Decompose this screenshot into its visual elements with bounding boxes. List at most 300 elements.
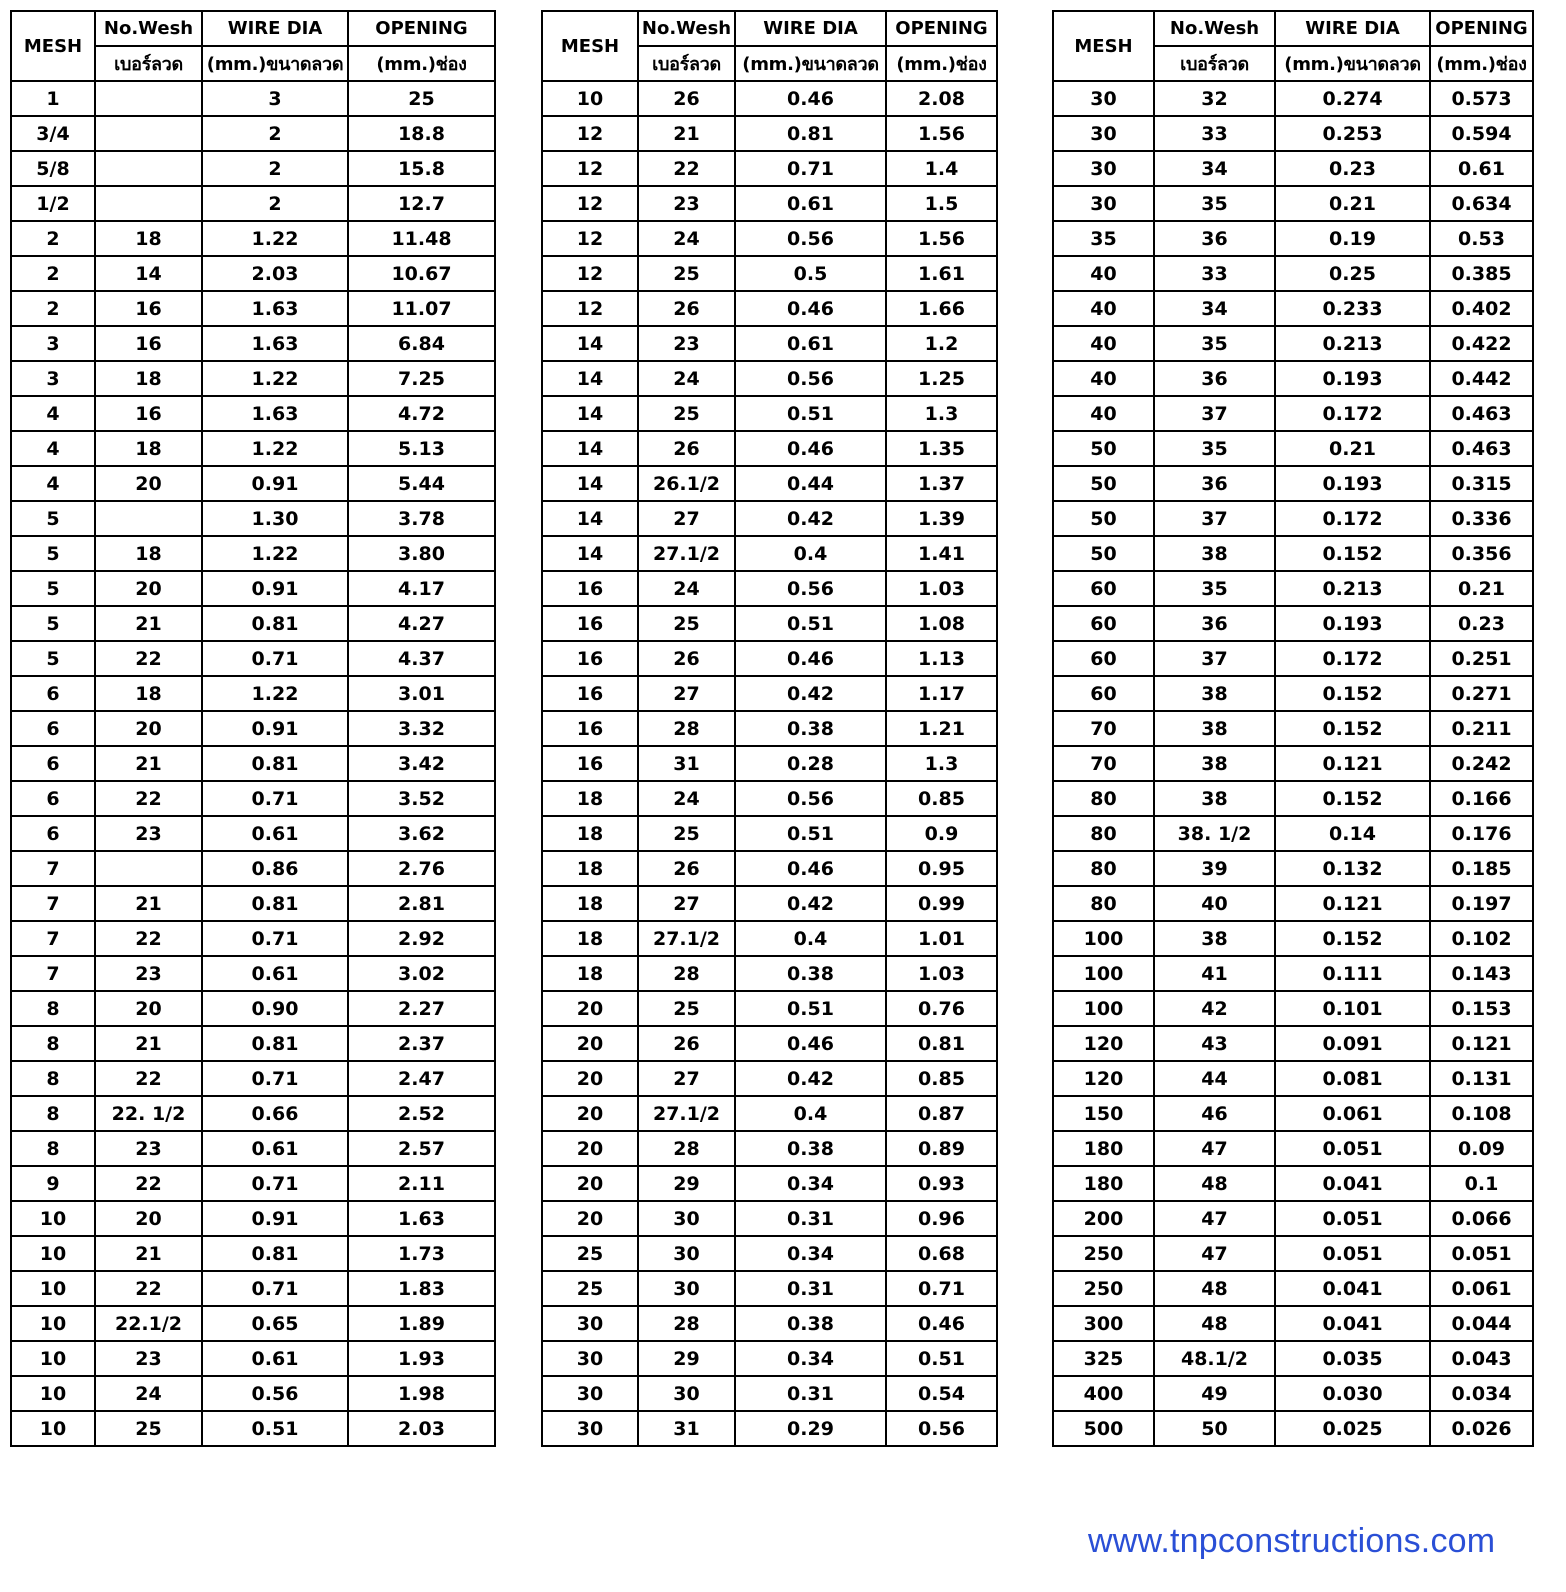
- mesh-cell: 8: [11, 1026, 95, 1061]
- no-wesh-cell: 33: [1154, 256, 1275, 291]
- wire-dia-cell: 0.172: [1275, 641, 1430, 676]
- wire-dia-cell: 0.71: [202, 1061, 348, 1096]
- mesh-cell: 16: [542, 676, 638, 711]
- table-row: [542, 116, 997, 151]
- wire-dia-cell: 0.51: [735, 396, 886, 431]
- table-row: [11, 816, 495, 851]
- opening-cell: 1.03: [886, 571, 997, 606]
- no-wesh-cell: 26.1/2: [638, 466, 735, 501]
- opening-cell: 2.92: [348, 921, 495, 956]
- mesh-cell: 1/2: [11, 186, 95, 221]
- wire-dia-cell: 1.63: [202, 326, 348, 361]
- wire-dia-cell: 0.61: [202, 1341, 348, 1376]
- mesh-cell: 14: [542, 466, 638, 501]
- opening-cell: 2.03: [348, 1411, 495, 1446]
- opening-cell: 0.043: [1430, 1341, 1533, 1376]
- table-row: [542, 886, 997, 921]
- mesh-cell: 12: [542, 256, 638, 291]
- table-row: [542, 1096, 997, 1131]
- table-row: [1053, 641, 1533, 676]
- mesh-cell: 8: [11, 991, 95, 1026]
- table-row: [1053, 1026, 1533, 1061]
- no-wesh-cell: [95, 151, 202, 186]
- mesh-cell: 5: [11, 501, 95, 536]
- table-row: [1053, 151, 1533, 186]
- mesh-cell: 12: [542, 186, 638, 221]
- opening-cell: 0.385: [1430, 256, 1533, 291]
- wire-dia-cell: 0.152: [1275, 536, 1430, 571]
- no-wesh-cell: 26: [638, 641, 735, 676]
- opening-cell: 1.3: [886, 396, 997, 431]
- opening-cell: 4.72: [348, 396, 495, 431]
- table-row: [542, 1411, 997, 1446]
- mesh-cell: 14: [542, 431, 638, 466]
- opening-cell: 2.76: [348, 851, 495, 886]
- wire-dia-cell: 0.101: [1275, 991, 1430, 1026]
- mesh-cell: 10: [11, 1236, 95, 1271]
- no-wesh-cell: 27: [638, 501, 735, 536]
- header-wire-dia-th: (mm.)ขนาดลวด: [202, 46, 348, 81]
- no-wesh-cell: 35: [1154, 571, 1275, 606]
- no-wesh-cell: 35: [1154, 186, 1275, 221]
- wire-dia-cell: 0.42: [735, 676, 886, 711]
- mesh-cell: 400: [1053, 1376, 1154, 1411]
- table-row: [1053, 816, 1533, 851]
- mesh-cell: 20: [542, 1096, 638, 1131]
- no-wesh-cell: 26: [638, 431, 735, 466]
- table-row: [1053, 571, 1533, 606]
- opening-cell: 2.47: [348, 1061, 495, 1096]
- no-wesh-cell: 24: [638, 781, 735, 816]
- mesh-cell: 250: [1053, 1236, 1154, 1271]
- mesh-cell: 20: [542, 1131, 638, 1166]
- opening-cell: 0.422: [1430, 326, 1533, 361]
- table-row: [542, 81, 997, 116]
- wire-dia-cell: 0.31: [735, 1376, 886, 1411]
- opening-cell: 7.25: [348, 361, 495, 396]
- wire-dia-cell: 0.091: [1275, 1026, 1430, 1061]
- no-wesh-cell: 26: [638, 1026, 735, 1061]
- mesh-cell: 12: [542, 116, 638, 151]
- table-row: [11, 1131, 495, 1166]
- table-row: [11, 676, 495, 711]
- no-wesh-cell: 26: [638, 851, 735, 886]
- opening-cell: 2.37: [348, 1026, 495, 1061]
- no-wesh-cell: 36: [1154, 221, 1275, 256]
- wire-dia-cell: 0.56: [735, 781, 886, 816]
- table-row: [11, 536, 495, 571]
- wire-dia-cell: 0.132: [1275, 851, 1430, 886]
- mesh-cell: 3/4: [11, 116, 95, 151]
- wire-dia-cell: 0.041: [1275, 1306, 1430, 1341]
- opening-cell: 1.03: [886, 956, 997, 991]
- no-wesh-cell: 14: [95, 256, 202, 291]
- table-row: [1053, 361, 1533, 396]
- opening-cell: 0.211: [1430, 711, 1533, 746]
- mesh-cell: 40: [1053, 396, 1154, 431]
- no-wesh-cell: 35: [1154, 326, 1275, 361]
- no-wesh-cell: 22: [95, 1166, 202, 1201]
- website-link[interactable]: www.tnpconstructions.com: [1088, 1522, 1496, 1560]
- opening-cell: 0.68: [886, 1236, 997, 1271]
- no-wesh-cell: 46: [1154, 1096, 1275, 1131]
- table-row: [542, 396, 997, 431]
- opening-cell: 0.51: [886, 1341, 997, 1376]
- wire-dia-cell: 1.22: [202, 361, 348, 396]
- opening-cell: 2.27: [348, 991, 495, 1026]
- no-wesh-cell: 27.1/2: [638, 536, 735, 571]
- mesh-cell: 18: [542, 956, 638, 991]
- no-wesh-cell: 30: [638, 1271, 735, 1306]
- mesh-cell: 18: [542, 851, 638, 886]
- wire-dia-cell: 1.22: [202, 536, 348, 571]
- wire-dia-cell: 0.4: [735, 1096, 886, 1131]
- no-wesh-cell: 48: [1154, 1166, 1275, 1201]
- wire-dia-cell: 0.274: [1275, 81, 1430, 116]
- opening-cell: 0.9: [886, 816, 997, 851]
- no-wesh-cell: 42: [1154, 991, 1275, 1026]
- no-wesh-cell: 25: [638, 256, 735, 291]
- opening-cell: 25: [348, 81, 495, 116]
- mesh-cell: 30: [542, 1341, 638, 1376]
- table-row: [1053, 221, 1533, 256]
- no-wesh-cell: 28: [638, 956, 735, 991]
- table-row: [542, 1131, 997, 1166]
- mesh-cell: 4: [11, 431, 95, 466]
- wire-dia-cell: 0.42: [735, 1061, 886, 1096]
- mesh-cell: 20: [542, 991, 638, 1026]
- mesh-cell: 120: [1053, 1026, 1154, 1061]
- header-no-wesh-th: เบอร์ลวด: [1154, 46, 1275, 81]
- table-row: [1053, 746, 1533, 781]
- mesh-cell: 3: [11, 326, 95, 361]
- table-row: [542, 186, 997, 221]
- wire-dia-cell: 0.61: [202, 1131, 348, 1166]
- no-wesh-cell: 25: [638, 991, 735, 1026]
- opening-cell: 0.121: [1430, 1026, 1533, 1061]
- no-wesh-cell: 47: [1154, 1201, 1275, 1236]
- table-row: [542, 256, 997, 291]
- mesh-cell: 50: [1053, 466, 1154, 501]
- no-wesh-cell: 43: [1154, 1026, 1275, 1061]
- opening-cell: 2.81: [348, 886, 495, 921]
- opening-cell: 0.463: [1430, 396, 1533, 431]
- mesh-cell: 60: [1053, 606, 1154, 641]
- no-wesh-cell: [95, 186, 202, 221]
- table-row: [11, 1201, 495, 1236]
- table-row: [542, 466, 997, 501]
- wire-dia-cell: 2: [202, 116, 348, 151]
- mesh-cell: 16: [542, 711, 638, 746]
- no-wesh-cell: 33: [1154, 116, 1275, 151]
- header-no-wesh: No.Wesh: [1154, 11, 1275, 46]
- table-2-body: [542, 11, 997, 1446]
- no-wesh-cell: 31: [638, 1411, 735, 1446]
- mesh-cell: 18: [542, 921, 638, 956]
- wire-dia-cell: 0.81: [202, 886, 348, 921]
- no-wesh-cell: 41: [1154, 956, 1275, 991]
- wire-dia-cell: 0.81: [202, 1236, 348, 1271]
- no-wesh-cell: 28: [638, 1131, 735, 1166]
- table-row: [1053, 781, 1533, 816]
- table-row: [11, 361, 495, 396]
- no-wesh-cell: 20: [95, 571, 202, 606]
- table-row: [542, 501, 997, 536]
- no-wesh-cell: 24: [638, 571, 735, 606]
- wire-dia-cell: 0.61: [202, 816, 348, 851]
- wire-dia-cell: 0.121: [1275, 886, 1430, 921]
- no-wesh-cell: 38: [1154, 711, 1275, 746]
- mesh-cell: 20: [542, 1201, 638, 1236]
- wire-dia-cell: 0.152: [1275, 711, 1430, 746]
- opening-cell: 3.01: [348, 676, 495, 711]
- opening-cell: 0.93: [886, 1166, 997, 1201]
- no-wesh-cell: 26: [638, 291, 735, 326]
- mesh-cell: 10: [11, 1376, 95, 1411]
- table-row: [11, 921, 495, 956]
- opening-cell: 3.80: [348, 536, 495, 571]
- opening-cell: 2.52: [348, 1096, 495, 1131]
- opening-cell: 1.08: [886, 606, 997, 641]
- opening-cell: 0.1: [1430, 1166, 1533, 1201]
- no-wesh-cell: 18: [95, 536, 202, 571]
- opening-cell: 0.634: [1430, 186, 1533, 221]
- table-row: [11, 116, 495, 151]
- table-1-body: [11, 11, 495, 1446]
- opening-cell: 15.8: [348, 151, 495, 186]
- opening-cell: 12.7: [348, 186, 495, 221]
- table-row: [11, 606, 495, 641]
- table-row: [542, 956, 997, 991]
- opening-cell: 0.143: [1430, 956, 1533, 991]
- mesh-cell: 2: [11, 221, 95, 256]
- table-row: [542, 676, 997, 711]
- no-wesh-cell: 27: [638, 886, 735, 921]
- table-row: [1053, 1131, 1533, 1166]
- header-opening-th: (mm.)ช่อง: [348, 46, 495, 81]
- wire-dia-cell: 1.30: [202, 501, 348, 536]
- table-row: [11, 886, 495, 921]
- opening-cell: 0.89: [886, 1131, 997, 1166]
- mesh-cell: 30: [542, 1411, 638, 1446]
- mesh-cell: 6: [11, 676, 95, 711]
- opening-cell: 3.52: [348, 781, 495, 816]
- wire-dia-cell: 0.25: [1275, 256, 1430, 291]
- table-row: [1053, 256, 1533, 291]
- table-row: [11, 1411, 495, 1446]
- table-row: [1053, 886, 1533, 921]
- wire-dia-cell: 0.51: [735, 991, 886, 1026]
- wire-dia-cell: 2: [202, 186, 348, 221]
- opening-cell: 1.3: [886, 746, 997, 781]
- mesh-cell: 5: [11, 641, 95, 676]
- header-opening: OPENING: [1430, 11, 1533, 46]
- table-row: [1053, 921, 1533, 956]
- table-row: [1053, 1166, 1533, 1201]
- mesh-cell: 50: [1053, 536, 1154, 571]
- table-row: [11, 151, 495, 186]
- no-wesh-cell: [95, 116, 202, 151]
- opening-cell: 1.25: [886, 361, 997, 396]
- table-row: [1053, 326, 1533, 361]
- wire-dia-cell: 0.51: [202, 1411, 348, 1446]
- mesh-cell: 14: [542, 326, 638, 361]
- no-wesh-cell: 36: [1154, 606, 1275, 641]
- wire-dia-cell: 0.14: [1275, 816, 1430, 851]
- header-mesh: MESH: [11, 11, 95, 81]
- mesh-cell: 120: [1053, 1061, 1154, 1096]
- wire-dia-cell: 0.91: [202, 1201, 348, 1236]
- opening-cell: 2.08: [886, 81, 997, 116]
- table-row: [11, 1061, 495, 1096]
- wire-dia-cell: 0.051: [1275, 1131, 1430, 1166]
- table-row: [1053, 466, 1533, 501]
- no-wesh-cell: [95, 851, 202, 886]
- mesh-cell: 16: [542, 641, 638, 676]
- wire-dia-cell: 3: [202, 81, 348, 116]
- wire-dia-cell: 0.38: [735, 1306, 886, 1341]
- mesh-cell: 2: [11, 256, 95, 291]
- wire-dia-cell: 0.51: [735, 606, 886, 641]
- table-row: [11, 396, 495, 431]
- mesh-cell: 10: [11, 1306, 95, 1341]
- wire-dia-cell: 0.91: [202, 466, 348, 501]
- table-row: [11, 1306, 495, 1341]
- mesh-cell: 25: [542, 1236, 638, 1271]
- no-wesh-cell: 23: [95, 956, 202, 991]
- opening-cell: 0.185: [1430, 851, 1533, 886]
- no-wesh-cell: [95, 81, 202, 116]
- wire-dia-cell: 0.71: [202, 641, 348, 676]
- opening-cell: 1.93: [348, 1341, 495, 1376]
- mesh-cell: 8: [11, 1096, 95, 1131]
- table-row: [1053, 606, 1533, 641]
- no-wesh-cell: 34: [1154, 151, 1275, 186]
- table-row: [11, 746, 495, 781]
- mesh-cell: 40: [1053, 361, 1154, 396]
- table-row: [11, 1166, 495, 1201]
- no-wesh-cell: 25: [638, 606, 735, 641]
- opening-cell: 3.62: [348, 816, 495, 851]
- wire-dia-cell: 1.22: [202, 431, 348, 466]
- table-row: [542, 431, 997, 466]
- no-wesh-cell: 22: [95, 1271, 202, 1306]
- opening-cell: 0.23: [1430, 606, 1533, 641]
- wire-dia-cell: 0.253: [1275, 116, 1430, 151]
- no-wesh-cell: 23: [638, 326, 735, 361]
- header-no-wesh-th: เบอร์ลวด: [95, 46, 202, 81]
- no-wesh-cell: 20: [95, 1201, 202, 1236]
- opening-cell: 4.37: [348, 641, 495, 676]
- table-row: [11, 991, 495, 1026]
- table-row: [542, 746, 997, 781]
- wire-dia-cell: 1.22: [202, 221, 348, 256]
- no-wesh-cell: 22: [95, 1061, 202, 1096]
- mesh-cell: 1: [11, 81, 95, 116]
- header-opening-th: (mm.)ช่อง: [1430, 46, 1533, 81]
- no-wesh-cell: 25: [638, 396, 735, 431]
- mesh-cell: 12: [542, 151, 638, 186]
- no-wesh-cell: 34: [1154, 291, 1275, 326]
- table-row: [542, 326, 997, 361]
- no-wesh-cell: 32: [1154, 81, 1275, 116]
- wire-dia-cell: 0.66: [202, 1096, 348, 1131]
- mesh-cell: 18: [542, 781, 638, 816]
- no-wesh-cell: 24: [95, 1376, 202, 1411]
- mesh-cell: 30: [1053, 81, 1154, 116]
- wire-dia-cell: 1.22: [202, 676, 348, 711]
- no-wesh-cell: 35: [1154, 431, 1275, 466]
- mesh-cell: 200: [1053, 1201, 1154, 1236]
- opening-cell: 10.67: [348, 256, 495, 291]
- mesh-cell: 60: [1053, 641, 1154, 676]
- opening-cell: 0.108: [1430, 1096, 1533, 1131]
- table-row: [1053, 1411, 1533, 1446]
- opening-cell: 0.315: [1430, 466, 1533, 501]
- opening-cell: 1.63: [348, 1201, 495, 1236]
- table-row: [1053, 396, 1533, 431]
- wire-dia-cell: 0.19: [1275, 221, 1430, 256]
- wire-dia-cell: 0.213: [1275, 571, 1430, 606]
- opening-cell: 0.463: [1430, 431, 1533, 466]
- mesh-cell: 40: [1053, 326, 1154, 361]
- wire-dia-cell: 0.061: [1275, 1096, 1430, 1131]
- table-row: [1053, 116, 1533, 151]
- no-wesh-cell: 26: [638, 81, 735, 116]
- wire-dia-cell: 0.28: [735, 746, 886, 781]
- no-wesh-cell: 22.1/2: [95, 1306, 202, 1341]
- mesh-cell: 14: [542, 361, 638, 396]
- mesh-cell: 80: [1053, 886, 1154, 921]
- mesh-cell: 16: [542, 606, 638, 641]
- mesh-cell: 20: [542, 1026, 638, 1061]
- mesh-cell: 25: [542, 1271, 638, 1306]
- header-no-wesh-th: เบอร์ลวด: [638, 46, 735, 81]
- table-row: [11, 1026, 495, 1061]
- no-wesh-cell: 27.1/2: [638, 921, 735, 956]
- wire-dia-cell: 0.172: [1275, 396, 1430, 431]
- wire-dia-cell: 2: [202, 151, 348, 186]
- no-wesh-cell: 31: [638, 746, 735, 781]
- table-row: [1053, 291, 1533, 326]
- no-wesh-cell: 50: [1154, 1411, 1275, 1446]
- opening-cell: 0.95: [886, 851, 997, 886]
- mesh-cell: 6: [11, 781, 95, 816]
- opening-cell: 3.78: [348, 501, 495, 536]
- no-wesh-cell: 21: [638, 116, 735, 151]
- table-row: [1053, 431, 1533, 466]
- header-wire-dia: WIRE DIA: [1275, 11, 1430, 46]
- header-mesh: MESH: [542, 11, 638, 81]
- wire-dia-cell: 0.121: [1275, 746, 1430, 781]
- no-wesh-cell: 24: [638, 221, 735, 256]
- no-wesh-cell: 47: [1154, 1131, 1275, 1166]
- opening-cell: 1.01: [886, 921, 997, 956]
- no-wesh-cell: 38: [1154, 746, 1275, 781]
- mesh-cell: 10: [542, 81, 638, 116]
- table-row: [1053, 1236, 1533, 1271]
- no-wesh-cell: 16: [95, 326, 202, 361]
- wire-dia-cell: 0.34: [735, 1236, 886, 1271]
- opening-cell: 1.2: [886, 326, 997, 361]
- table-row: [542, 991, 997, 1026]
- no-wesh-cell: 49: [1154, 1376, 1275, 1411]
- wire-dia-cell: 0.46: [735, 1026, 886, 1061]
- header-opening: OPENING: [348, 11, 495, 46]
- no-wesh-cell: 18: [95, 676, 202, 711]
- no-wesh-cell: 18: [95, 361, 202, 396]
- mesh-cell: 70: [1053, 746, 1154, 781]
